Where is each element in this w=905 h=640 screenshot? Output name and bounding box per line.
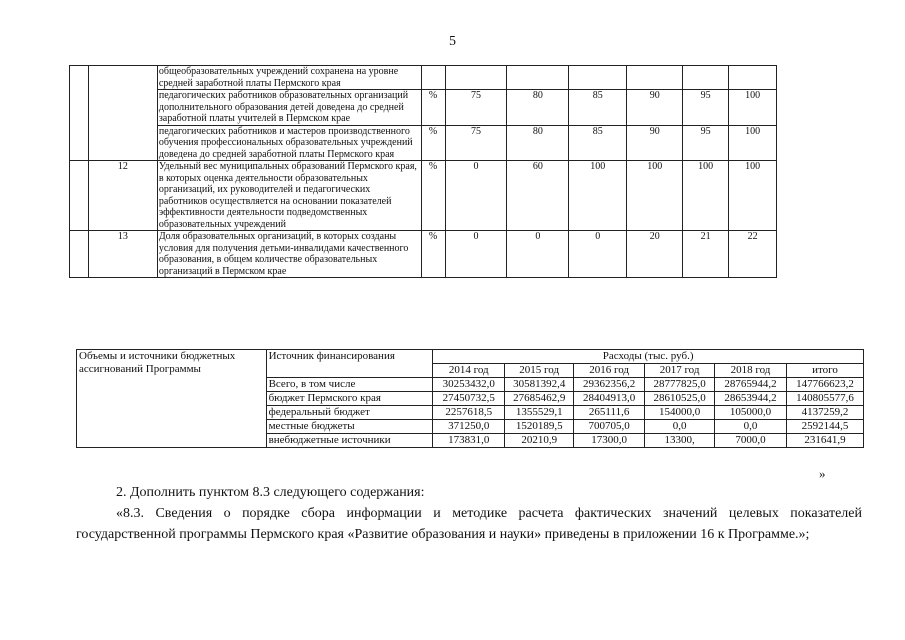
expenses-header: Расходы (тыс. руб.) (433, 350, 864, 364)
amount-cell: 20210,9 (505, 434, 574, 448)
amount-cell: 30253432,0 (433, 378, 505, 392)
value-cell: 100 (569, 161, 627, 231)
value-cell: 60 (507, 161, 569, 231)
amount-cell: 0,0 (645, 420, 715, 434)
amount-cell: 28610525,0 (645, 392, 715, 406)
value-cell (507, 66, 569, 90)
source-cell: местные бюджеты (266, 420, 433, 434)
amount-cell: 154000,0 (645, 406, 715, 420)
table-row (70, 231, 877, 278)
empty-cell (88, 66, 157, 161)
value-cell: 0 (445, 161, 507, 231)
value-cell: 80 (507, 90, 569, 126)
value-cell (729, 66, 777, 90)
unit-cell (421, 66, 445, 90)
value-cell (627, 66, 683, 90)
amount-cell: 371250,0 (433, 420, 505, 434)
indicator-desc: педагогических работников и мастеров производственного обучения профессиональных образовательных учреждений доведена до средней заработной платы Пермского края (157, 125, 421, 161)
source-header: Источник финансирования (266, 350, 433, 378)
amount-cell: 1520189,5 (505, 420, 574, 434)
value-cell: 0 (445, 231, 507, 278)
year-header: 2017 год (645, 364, 715, 378)
value-cell: 0 (507, 231, 569, 278)
table-row (70, 90, 877, 126)
paragraph-2: «8.3. Сведения о порядке сбора информации и методике расчета фактических значений целевых показателей государственной программы Пермского края «Развитие образования и науки» приведены в приложении 16 к Программе.»; (76, 506, 862, 542)
unit-cell: % (421, 231, 445, 278)
year-header: 2018 год (715, 364, 787, 378)
value-cell: 85 (569, 125, 627, 161)
amount-cell: 13300, (645, 434, 715, 448)
year-header: 2014 год (433, 364, 505, 378)
value-cell: 22 (729, 231, 777, 278)
unit-cell: % (421, 161, 445, 231)
year-header: 2015 год (505, 364, 574, 378)
indicator-desc: Доля образовательных организаций, в которых созданы условия для получения детьми-инвалидами качественного образования, в общем количестве образовательных организаций в Пермском крае (157, 231, 421, 278)
amount-cell: 173831,0 (433, 434, 505, 448)
value-cell: 90 (627, 90, 683, 126)
indicator-desc: Удельный вес муниципальных образований Пермского края, в которых оценка деятельности образовательных организаций, их руководителей и педагогических работников осуществляется на основании показателей эффективности деятельности подведомственных образовательных учреждений (157, 161, 421, 231)
value-cell: 100 (627, 161, 683, 231)
funding-table (76, 349, 864, 448)
value-cell: 100 (729, 90, 777, 126)
source-cell: бюджет Пермского края (266, 392, 433, 406)
amount-cell: 28765944,2 (715, 378, 787, 392)
amount-cell: 4137259,2 (787, 406, 864, 420)
value-cell: 100 (729, 161, 777, 231)
value-cell (569, 66, 627, 90)
indicators-table (69, 65, 877, 278)
amount-cell: 28404913,0 (574, 392, 645, 406)
page-number: 5 (449, 34, 456, 49)
amount-cell: 140805577,6 (787, 392, 864, 406)
value-cell (445, 66, 507, 90)
value-cell (683, 66, 729, 90)
empty-cell (70, 231, 89, 278)
amount-cell: 2257618,5 (433, 406, 505, 420)
amount-cell: 7000,0 (715, 434, 787, 448)
value-cell: 75 (445, 90, 507, 126)
amount-cell: 27685462,9 (505, 392, 574, 406)
indicator-desc: общеобразовательных учреждений сохранена на уровне средней заработной платы Пермского края (157, 66, 421, 90)
source-cell: Всего, в том числе (266, 378, 433, 392)
value-cell: 100 (683, 161, 729, 231)
amount-cell: 147766623,2 (787, 378, 864, 392)
row-number: 12 (88, 161, 157, 231)
funding-label: Объемы и источники бюджетных ассигнований Программы (77, 350, 267, 448)
value-cell: 100 (729, 125, 777, 161)
table-row (70, 125, 877, 161)
amount-cell: 700705,0 (574, 420, 645, 434)
value-cell: 21 (683, 231, 729, 278)
value-cell: 0 (569, 231, 627, 278)
year-header: 2016 год (574, 364, 645, 378)
amount-cell: 28653944,2 (715, 392, 787, 406)
table-row (70, 161, 877, 231)
value-cell: 80 (507, 125, 569, 161)
amount-cell: 30581392,4 (505, 378, 574, 392)
amount-cell: 265111,6 (574, 406, 645, 420)
value-cell: 95 (683, 90, 729, 126)
indicator-desc: педагогических работников образовательных организаций дополнительного образования детей доведена до средней заработной платы учителей в Пермском крае (157, 90, 421, 126)
value-cell: 75 (445, 125, 507, 161)
amount-cell: 28777825,0 (645, 378, 715, 392)
row-number-cell (70, 66, 89, 161)
amount-cell: 29362356,2 (574, 378, 645, 392)
amount-cell: 17300,0 (574, 434, 645, 448)
source-cell: внебюджетные источники (266, 434, 433, 448)
amount-cell: 231641,9 (787, 434, 864, 448)
value-cell: 85 (569, 90, 627, 126)
amount-cell: 1355529,1 (505, 406, 574, 420)
unit-cell: % (421, 90, 445, 126)
closing-quote: » (819, 466, 826, 481)
year-header: итого (787, 364, 864, 378)
amount-cell: 27450732,5 (433, 392, 505, 406)
source-cell: федеральный бюджет (266, 406, 433, 420)
table-row (70, 66, 877, 90)
unit-cell: % (421, 125, 445, 161)
value-cell: 20 (627, 231, 683, 278)
row-number: 13 (88, 231, 157, 278)
paragraph-1: 2. Дополнить пунктом 8.3 следующего содержания: (116, 485, 425, 500)
amount-cell: 2592144,5 (787, 420, 864, 434)
value-cell: 95 (683, 125, 729, 161)
amount-cell: 0,0 (715, 420, 787, 434)
amount-cell: 105000,0 (715, 406, 787, 420)
empty-cell (70, 161, 89, 231)
value-cell: 90 (627, 125, 683, 161)
